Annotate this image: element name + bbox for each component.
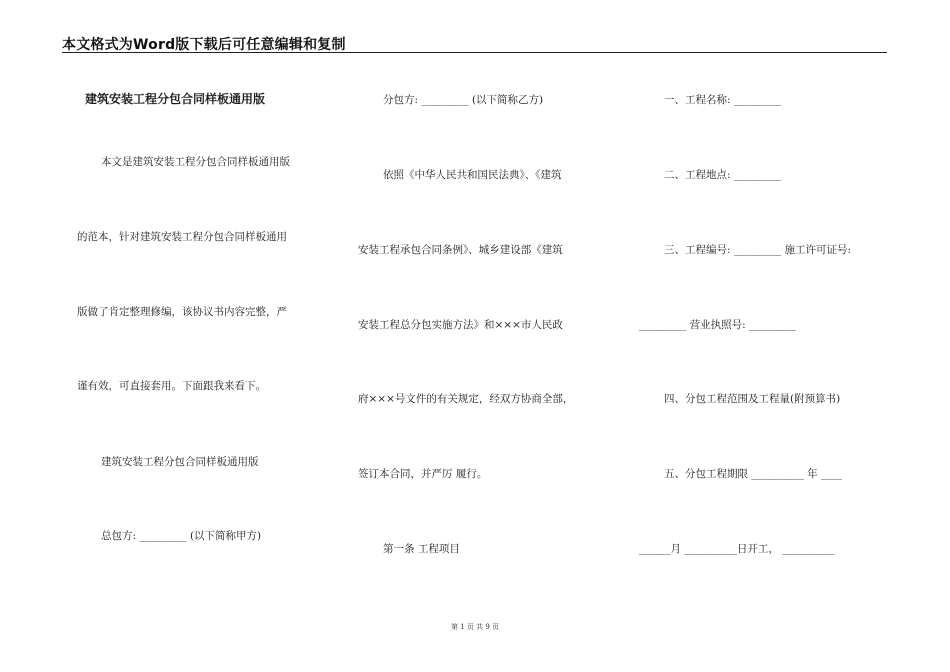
left-line-2: 的范本，针对建筑安装工程分包合同样板通用 <box>77 231 287 243</box>
right-line-2: 二、工程地点: _________ <box>664 169 782 181</box>
right-line-6: 五、分包工程期限 __________ 年 ____ <box>664 468 843 480</box>
left-line-1: 本文是建筑安装工程分包合同样板通用版 <box>101 156 290 168</box>
left-line-4: 谨有效，可直接套用。下面跟我来看下。 <box>77 380 266 392</box>
middle-line-1: 分包方: _________ (以下简称乙方) <box>383 94 544 106</box>
left-line-5: 建筑安装工程分包合同样板通用版 <box>101 456 259 468</box>
right-line-7: ______月 __________日开工， __________ <box>639 543 835 555</box>
middle-line-4: 安装工程总分包实施方法》和×××市人民政 <box>358 319 563 331</box>
middle-line-7: 第一条 工程项目 <box>383 543 460 555</box>
page-number: 第 1 页 共 9 页 <box>450 623 500 631</box>
document-title: 建筑安装工程分包合同样板通用版 <box>85 92 266 106</box>
middle-line-3: 安装工程承包合同条例》、城乡建设部《建筑 <box>358 244 563 256</box>
middle-line-5: 府×××号文件的有关规定，经双方协商全部， <box>358 393 574 405</box>
left-line-3: 版做了肯定整理修编，该协议书内容完整，严 <box>77 306 287 318</box>
right-line-5: 四、分包工程范围及工程量(附预算书) <box>664 393 841 405</box>
right-line-3: 三、工程编号: _________ 施工许可证号: <box>664 244 851 256</box>
header-text: 本文格式为Word版下载后可任意编辑和复制 <box>62 37 346 53</box>
left-line-6: 总包方: _________ (以下简称甲方) <box>101 530 262 542</box>
right-line-1: 一、工程名称: _________ <box>664 94 782 106</box>
right-line-4: _________ 营业执照号: _________ <box>639 319 797 331</box>
page-header <box>62 34 887 53</box>
middle-line-2: 依照《中华人民共和国民法典》、《建筑 <box>383 169 562 181</box>
middle-line-6: 签订本合同，并严厉 履行。 <box>358 468 488 480</box>
